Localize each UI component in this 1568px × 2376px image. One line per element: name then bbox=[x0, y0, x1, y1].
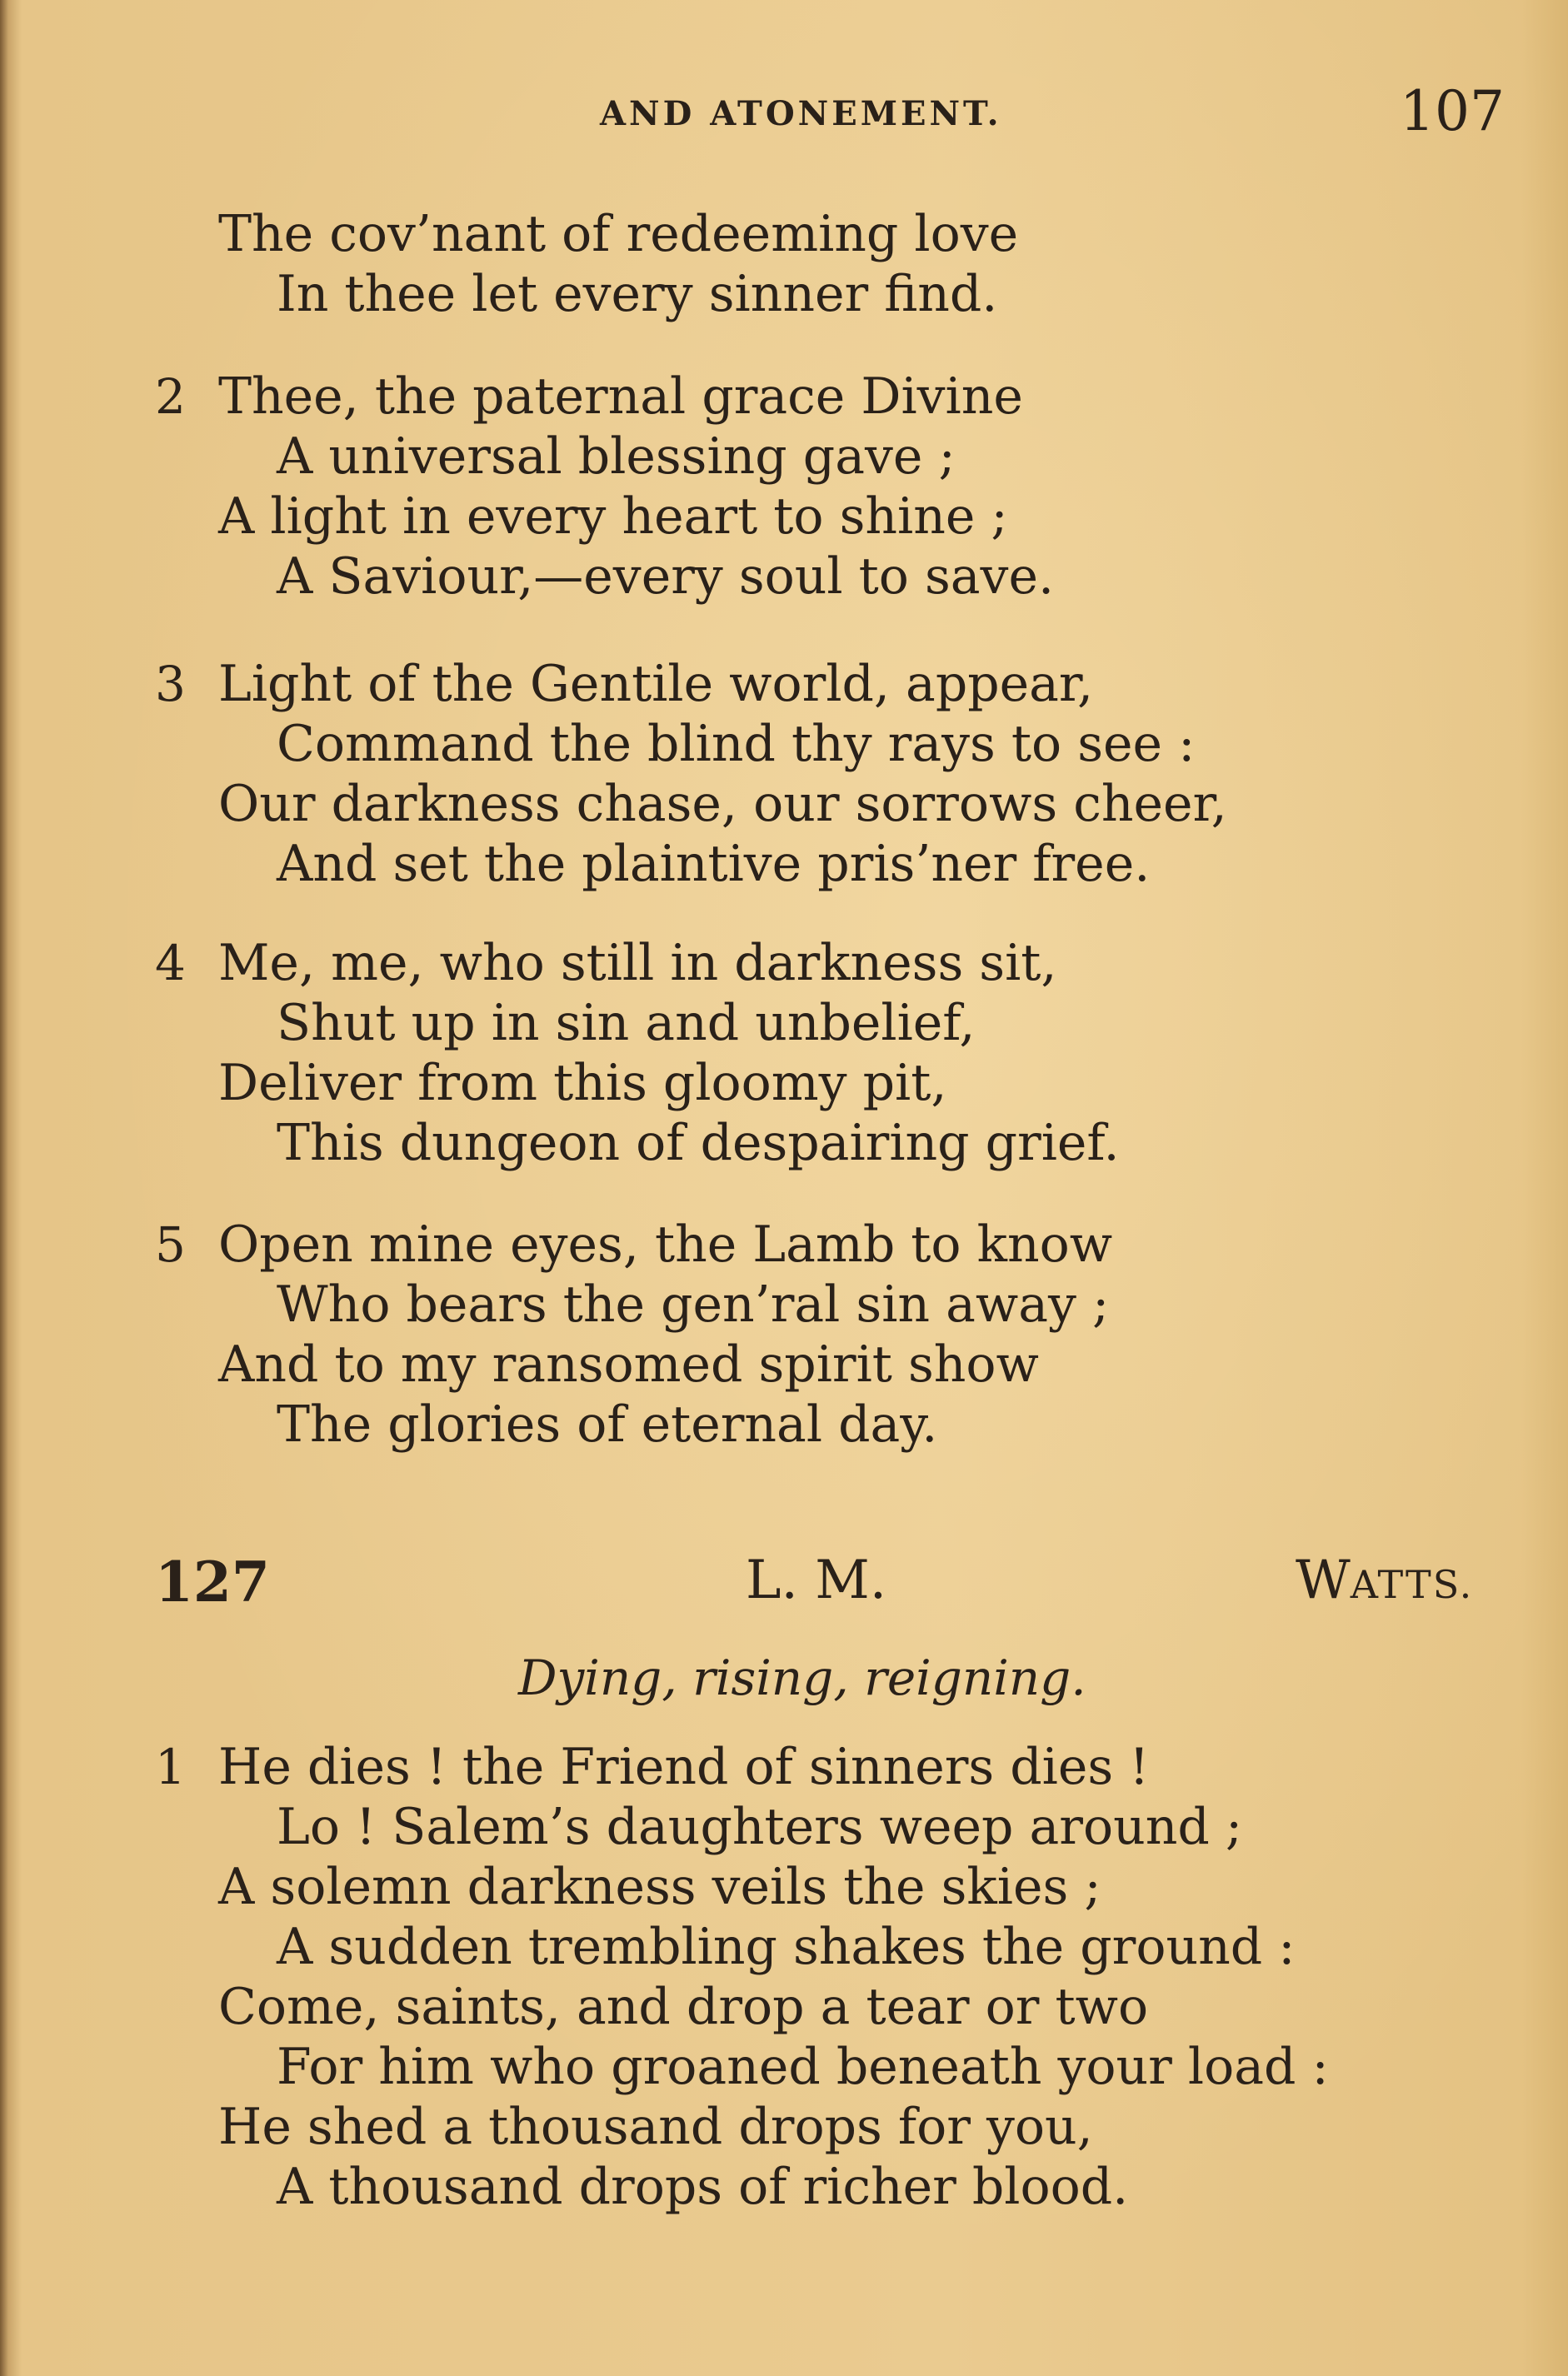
hymn-heading bbox=[0, 1550, 1568, 1625]
verse-line: The glories of eternal day. bbox=[277, 1395, 938, 1454]
verse-line: He shed a thousand drops for you, bbox=[218, 2098, 1093, 2156]
verse-line: Who bears the gen’ral sin away ; bbox=[277, 1275, 1110, 1334]
stanza-number: 1 bbox=[155, 1739, 186, 1795]
page-header bbox=[0, 79, 1568, 154]
verse-line: This dungeon of despairing grief. bbox=[277, 1114, 1120, 1172]
verse-line: Thee, the paternal grace Divine bbox=[218, 367, 1023, 426]
verse-line: For him who groaned beneath your load : bbox=[277, 2038, 1329, 2096]
verse-line: In thee let every sinner find. bbox=[277, 265, 998, 323]
hymn-127-stanza-1 bbox=[0, 1737, 1568, 2217]
verse-line: A sudden trembling shakes the ground : bbox=[277, 1918, 1296, 1976]
verse-line: Light of the Gentile world, appear, bbox=[218, 655, 1094, 713]
verse-line: A universal blessing gave ; bbox=[277, 427, 956, 486]
stanza-number: 4 bbox=[155, 935, 186, 991]
stanza-2 bbox=[0, 367, 1568, 606]
page-number: 107 bbox=[1400, 79, 1505, 143]
stanza-4 bbox=[0, 933, 1568, 1173]
verse-line: He dies ! the Friend of sinners dies ! bbox=[218, 1738, 1150, 1796]
verse-line: And set the plaintive pris’ner free. bbox=[277, 835, 1151, 893]
verse-line: Open mine eyes, the Lamb to know bbox=[218, 1215, 1113, 1274]
hymn-author bbox=[1296, 1550, 1473, 1611]
verse-line: Command the blind thy rays to see : bbox=[277, 715, 1196, 773]
verse-line: Shut up in sin and unbelief, bbox=[277, 994, 976, 1052]
author-rest: ATTS. bbox=[1350, 1562, 1474, 1607]
hymn-meter: L. M. bbox=[746, 1550, 887, 1611]
verse-line: A thousand drops of richer blood. bbox=[277, 2158, 1129, 2216]
verse-line: Our darkness chase, our sorrows cheer, bbox=[218, 775, 1227, 833]
verse-line: Come, saints, and drop a tear or two bbox=[218, 1978, 1149, 2036]
stanza-3 bbox=[0, 654, 1568, 894]
stanza-number: 2 bbox=[155, 368, 186, 425]
stanza-continued bbox=[0, 204, 1568, 324]
author-initial: W bbox=[1296, 1550, 1351, 1611]
verse-line: A Saviour,—every soul to save. bbox=[277, 547, 1055, 606]
verse-line: Me, me, who still in darkness sit, bbox=[218, 934, 1057, 992]
verse-line: Deliver from this gloomy pit, bbox=[218, 1054, 947, 1112]
verse-line: A light in every heart to shine ; bbox=[218, 487, 1008, 546]
running-head: AND ATONEMENT. bbox=[600, 94, 1002, 133]
hymn-number: 127 bbox=[155, 1550, 270, 1615]
hymn-subtitle: Dying, rising, reigning. bbox=[518, 1650, 1086, 1706]
stanza-5 bbox=[0, 1215, 1568, 1455]
verse-line: The cov’nant of redeeming love bbox=[218, 205, 1019, 263]
verse-line: A solemn darkness veils the skies ; bbox=[218, 1858, 1101, 1916]
stanza-number: 3 bbox=[155, 656, 186, 712]
verse-line: And to my ransomed spirit show bbox=[218, 1335, 1039, 1394]
stanza-number: 5 bbox=[155, 1216, 186, 1273]
verse-line: Lo ! Salem’s daughters weep around ; bbox=[277, 1798, 1243, 1856]
